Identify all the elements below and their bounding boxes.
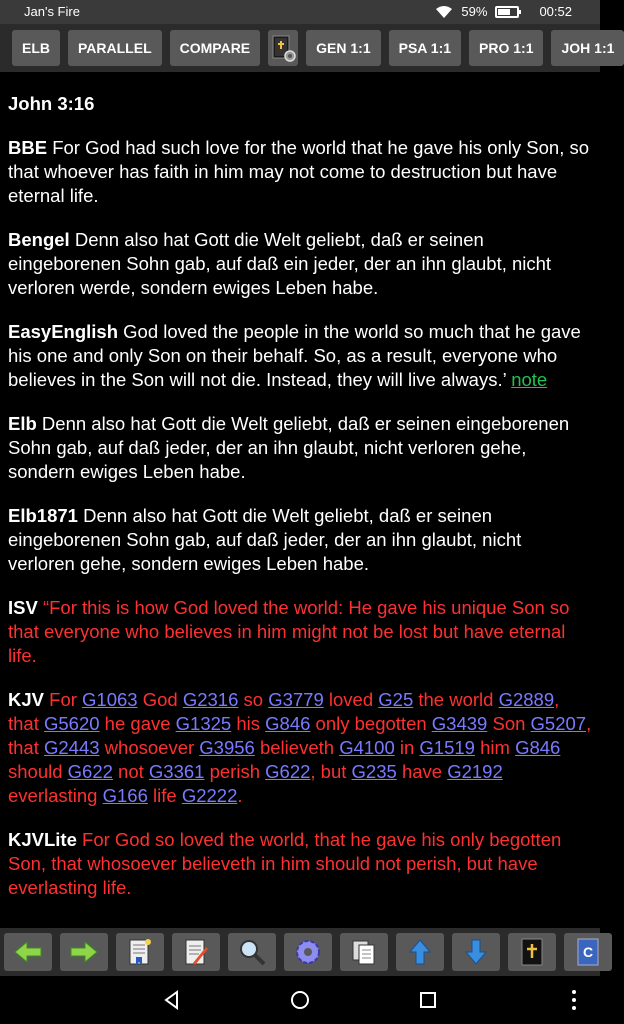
version-abbr[interactable]: EasyEnglish [8, 321, 119, 342]
verse-text-segment: only begotten [310, 713, 432, 734]
verse-text: Denn also hat Gott die Welt geliebt, daß er seinen eingeborenen Sohn gab, auf daß jeder, der an ihn glaubt, nicht verloren gehe, sondern ewiges Leben habe. [8, 505, 522, 574]
verse-text [8, 689, 591, 806]
verse-text-segment: not [112, 761, 149, 782]
clock: 00:52 [539, 4, 572, 19]
menu-icon[interactable] [562, 988, 586, 1012]
verse-bengel [8, 228, 592, 300]
verse-text-segment: everlasting [8, 785, 103, 806]
scroll-down-icon [464, 938, 488, 966]
bible-button[interactable] [508, 933, 556, 971]
home-icon[interactable] [288, 988, 312, 1012]
scroll-down-button[interactable] [452, 933, 500, 971]
bookmark-icon [127, 937, 153, 967]
app-title: Jan's Fire [24, 4, 80, 19]
version-abbr[interactable]: ISV [8, 597, 38, 618]
version-abbr[interactable]: Elb1871 [8, 505, 78, 526]
verse-text-segment: whosoever [99, 737, 200, 758]
parallel-button[interactable]: PARALLEL [68, 30, 162, 66]
version-abbr[interactable]: Bengel [8, 229, 70, 250]
notes-button[interactable] [172, 933, 220, 971]
strongs-link[interactable]: G846 [515, 737, 561, 758]
strongs-link[interactable]: G4100 [339, 737, 395, 758]
verse-kjvlite [8, 828, 592, 900]
verse-text: Denn also hat Gott die Welt geliebt, daß er seinen eingeborenen Sohn gab, auf daß jeder, der an ihn glaubt, nicht verloren gehe, sondern ewiges Leben habe. [8, 413, 570, 482]
verse-elb [8, 412, 592, 484]
battery-percent: 59% [461, 4, 488, 19]
verse-isv [8, 596, 592, 668]
verse-text-segment: believeth [254, 737, 340, 758]
battery-icon [495, 6, 519, 18]
commentary-icon [575, 937, 601, 967]
wifi-icon [435, 5, 453, 19]
verse-reference: John 3:16 [8, 93, 95, 114]
system-nav-bar [0, 976, 600, 1024]
top-toolbar [0, 24, 615, 72]
settings-book-button[interactable] [268, 30, 298, 66]
strongs-link[interactable]: G5207 [530, 713, 587, 734]
verse-text-segment: he gave [99, 713, 176, 734]
verse-easyenglish [8, 320, 592, 392]
note-link[interactable]: note [511, 369, 548, 390]
version-abbr[interactable]: Elb [8, 413, 37, 434]
settings-button[interactable] [284, 933, 332, 971]
back-arrow-icon [13, 940, 43, 964]
version-abbr[interactable]: BBE [8, 137, 48, 158]
status-bar [0, 0, 600, 24]
strongs-link[interactable]: G622 [67, 761, 113, 782]
verse-text-segment: should [8, 761, 68, 782]
strongs-link[interactable]: G166 [102, 785, 148, 806]
notes-icon [183, 937, 209, 967]
verse-text-segment: , but [310, 761, 352, 782]
strongs-link[interactable]: G3439 [431, 713, 488, 734]
strongs-link[interactable]: G1325 [175, 713, 232, 734]
commentary-button[interactable] [564, 933, 612, 971]
version-abbr[interactable]: KJV [8, 689, 44, 710]
verse-text: “For this is how God loved the world: He gave his unique Son so that everyone who believes in him might not be lost but have eternal life. [8, 597, 570, 666]
scroll-up-icon [408, 938, 432, 966]
strongs-link[interactable]: G1519 [419, 737, 475, 758]
verse-text-segment: him [474, 737, 516, 758]
status-icons [435, 4, 572, 19]
verse-text-segment: , that [8, 713, 592, 758]
bottom-toolbar [0, 928, 600, 976]
bookmark-button[interactable] [116, 933, 164, 971]
verse-text-segment: life [147, 785, 182, 806]
verse-kjv [8, 688, 592, 808]
strongs-link[interactable]: G3956 [199, 737, 255, 758]
strongs-link[interactable]: G235 [351, 761, 397, 782]
verse-text-segment: his [231, 713, 266, 734]
verse-bbe [8, 136, 592, 208]
strongs-link[interactable]: G622 [265, 761, 311, 782]
copy-icon [350, 938, 378, 966]
shortcut-pro[interactable]: PRO 1:1 [469, 30, 543, 66]
verse-text-segment: loved [323, 689, 379, 710]
bible-version-button[interactable]: ELB [12, 30, 60, 66]
verse-text-segment: perish [204, 761, 266, 782]
verse-elb1871 [8, 504, 592, 576]
verse-text-segment: , that [8, 689, 560, 734]
verse-text-segment: For [49, 689, 83, 710]
strongs-link[interactable]: G2222 [181, 785, 238, 806]
bible-icon [519, 937, 545, 967]
forward-button[interactable] [60, 933, 108, 971]
verse-text-segment: the world [413, 689, 499, 710]
strongs-link[interactable]: G25 [378, 689, 414, 710]
strongs-link[interactable]: G5620 [44, 713, 100, 734]
verse-text-segment: God [137, 689, 183, 710]
shortcut-gen[interactable]: GEN 1:1 [306, 30, 380, 66]
search-button[interactable] [228, 933, 276, 971]
shortcut-psa[interactable]: PSA 1:1 [389, 30, 461, 66]
version-abbr[interactable]: KJVLite [8, 829, 77, 850]
verse-text-segment: have [396, 761, 448, 782]
back-button[interactable] [4, 933, 52, 971]
verse-text-segment: . [237, 785, 243, 806]
strongs-link[interactable]: G2316 [182, 689, 239, 710]
forward-arrow-icon [69, 940, 99, 964]
scroll-up-button[interactable] [396, 933, 444, 971]
strongs-link[interactable]: G2192 [447, 761, 503, 782]
settings-book-icon [268, 33, 298, 63]
recents-icon[interactable] [416, 988, 440, 1012]
verse-text-segment: in [394, 737, 420, 758]
shortcut-joh[interactable]: JOH 1:1 [551, 30, 624, 66]
verse-text: Denn also hat Gott die Welt geliebt, daß er seinen eingeborenen Sohn gab, auf daß ein jeder, der an ihn glaubt, nicht verloren werde, sondern ewiges Leben habe. [8, 229, 552, 298]
verse-text-segment: Son [487, 713, 531, 734]
search-icon [238, 938, 266, 966]
strongs-link[interactable]: G846 [265, 713, 311, 734]
strongs-link[interactable]: G1063 [82, 689, 138, 710]
settings-icon [294, 938, 322, 966]
back-icon[interactable] [160, 988, 184, 1012]
verse-text: For God so loved the world, that he gave his only begotten Son, that whosoever believeth in him should not perish, but have everlasting life. [8, 829, 562, 898]
strongs-link[interactable]: G2889 [498, 689, 555, 710]
battery-level [498, 9, 510, 15]
compare-button[interactable]: COMPARE [170, 30, 261, 66]
strongs-link[interactable]: G3361 [148, 761, 205, 782]
compare-content[interactable] [0, 72, 600, 928]
copy-button[interactable] [340, 933, 388, 971]
strongs-link[interactable]: G2443 [44, 737, 100, 758]
strongs-link[interactable]: G3779 [268, 689, 324, 710]
svg-text:C: C [582, 944, 594, 960]
verse-text: God loved the people in the world so much that he gave his one and only Son on their behalf. So, as a result, everyone who believes in the Son will not die. Instead, they will live always.’ [8, 321, 581, 390]
verse-text: For God had such love for the world that he gave his only Son, so that whoever has faith in him may not come to destruction but have eternal life. [8, 137, 590, 206]
verse-text-segment: so [238, 689, 269, 710]
